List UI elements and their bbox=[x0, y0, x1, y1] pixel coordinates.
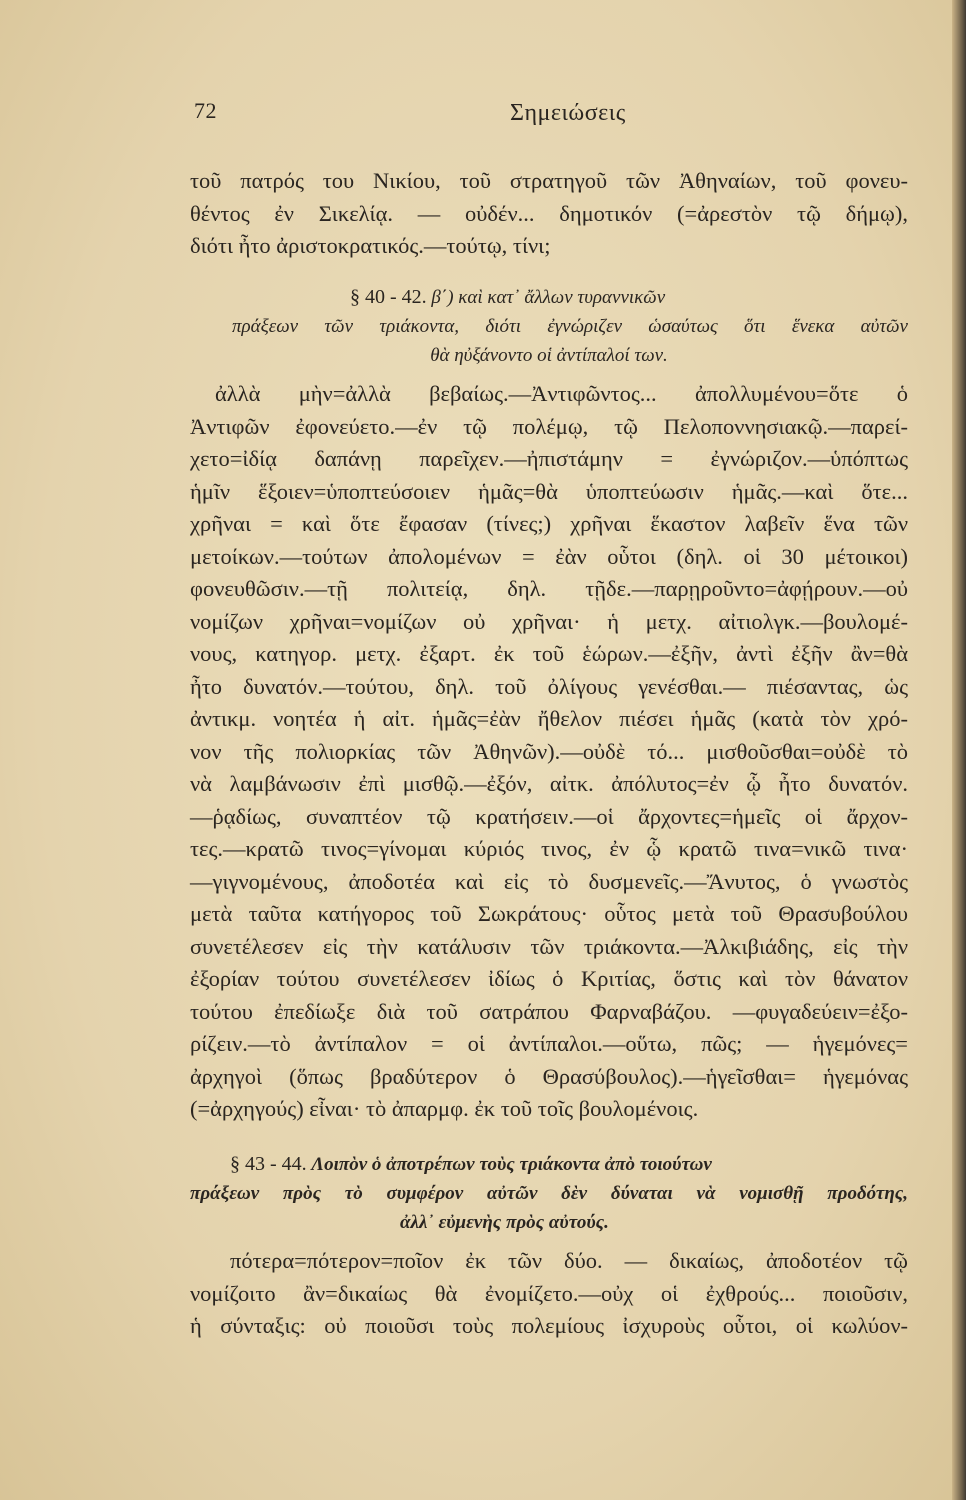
text-line: νον τῆς πολιορκίας τῶν Ἀθηνῶν).—οὐδὲ τό... μισθοῦσθαι=οὐδὲ τὸ bbox=[190, 738, 908, 764]
section-heading-line: πράξεων πρὸς τὸ συμφέρον αὐτῶν δὲν δύναται νὰ νομισθῇ προδότης, bbox=[190, 1183, 908, 1204]
section-heading-line: ἀλλ᾿ εὐμενὴς πρὸς αὐτούς. bbox=[400, 1212, 609, 1233]
page-number: 72 bbox=[194, 98, 217, 123]
text-line: —γιγνομένους, ἀποδοτέα καὶ εἰς τὸ δυσμενεῖς.—Ἄνυτος, ὁ γνωστὸς bbox=[190, 868, 908, 894]
text-line: ἡ σύνταξις: οὐ ποιοῦσι τοὺς πολεμίους ἰσχυροὺς οὗτοι, οἱ κωλύον- bbox=[190, 1313, 908, 1338]
paragraph-3 bbox=[190, 1245, 908, 1343]
text-line: θέντος ἐν Σικελίᾳ. — οὐδέν... δημοτικόν (=ἀρεστὸν τῷ δήμῳ), bbox=[190, 200, 908, 226]
text-line: χετο=ἰδίᾳ δαπάνῃ παρεῖχεν.—ἠπιστάμην = ἐγνώριζον.—ὑπόπτως bbox=[190, 446, 908, 471]
text-line: τες.—κρατῶ τινος=γίνομαι κύριός τινος, ἐν ᾧ κρατῶ τινα=νικῶ τινα· bbox=[190, 836, 908, 861]
text-line: πότερα=πότερον=ποῖον ἐκ τῶν δύο. — δικαίως, ἀποδοτέον τῷ bbox=[230, 1248, 908, 1273]
text-line: ρίζειν.—τὸ ἀντίπαλον = οἱ ἀντίπαλοι.—οὕτω, πῶς; — ἡγεμόνες= bbox=[190, 1031, 908, 1056]
section-heading-line bbox=[190, 283, 908, 312]
section-heading-40-42 bbox=[190, 283, 908, 370]
page-edge-shadow bbox=[952, 0, 966, 1500]
text-line: συνετέλεσεν εἰς τὴν κατάλυσιν τῶν τριάκοντα.—Ἀλκιβιάδης, εἰς τὴν bbox=[190, 933, 908, 959]
text-line: νομίζων χρῆναι=νομίζων οὐ χρῆναι· ἡ μετχ. αἰτιολγκ.—βουλομέ- bbox=[190, 608, 908, 634]
text-line: ἦτο δυνατόν.—τούτου, δηλ. τοῦ ὀλίγους γενέσθαι.— πιέσαντας, ὡς bbox=[190, 673, 908, 699]
section-heading-text: Λοιπὸν ὁ ἀποτρέπων τοὺς τριάκοντα ἀπὸ τοιούτων bbox=[311, 1154, 712, 1175]
text-line: —ῥᾳδίως, συναπτέον τῷ κρατήσειν.—οἱ ἄρχοντες=ἡμεῖς οἱ ἄρχον- bbox=[190, 803, 908, 829]
text-line: Ἀντιφῶν ἐφονεύετο.—ἐν τῷ πολέμῳ, τῷ Πελοποννησιακῷ.—παρεί- bbox=[190, 413, 908, 439]
section-number: § 43 - 44. bbox=[230, 1153, 307, 1175]
text-line: ἀρχηγοὶ (ὅπως βραδύτερον ὁ Θρασύβουλος).—ἡγεῖσθαι= ἡγεμόνας bbox=[190, 1063, 908, 1089]
text-line: φονευθῶσιν.—τῇ πολιτείᾳ, δηλ. τῇδε.—παρῃροῦντο=ἀφῄρουν.—οὐ bbox=[190, 576, 908, 601]
section-heading-43-44 bbox=[190, 1150, 908, 1237]
section-number: § 40 - 42. bbox=[350, 286, 427, 308]
text-line: ἀλλὰ μὴν=ἀλλὰ βεβαίως.—Ἀντιφῶντος... ἀπολλυμένου=ὅτε ὁ bbox=[215, 381, 908, 406]
running-title: Σημειώσεις bbox=[510, 100, 626, 126]
text-line: ἐξορίαν τούτου συνετέλεσεν ἰδίως ὁ Κριτίας, ὅστις καὶ τὸν θάνατον bbox=[190, 966, 908, 991]
text-line: (=ἀρχηγούς) εἶναι· τὸ ἀπαρμφ. ἐκ τοῦ τοῖς βουλομένοις. bbox=[190, 1096, 699, 1121]
section-heading-line: θὰ ηὐξάνοντο οἱ ἀντίπαλοί των. bbox=[430, 345, 668, 366]
text-line: τούτου ἐπεδίωξε διὰ τοῦ σατράπου Φαρναβάζου. —φυγαδεύειν=ἐξο- bbox=[190, 998, 908, 1024]
text-line: μετὰ ταῦτα κατήγορος τοῦ Σωκράτους· οὗτος μετὰ τοῦ Θρασυβούλου bbox=[190, 901, 908, 926]
section-heading-text: β΄) καὶ κατ᾿ ἄλλων τυραννικῶν bbox=[431, 287, 666, 308]
text-line: τοῦ πατρός του Νικίου, τοῦ στρατηγοῦ τῶν Ἀθηναίων, τοῦ φονευ- bbox=[190, 168, 908, 193]
text-line: νους, κατηγορ. μετχ. ἐξαρτ. ἐκ τοῦ ἑώρων.—ἐξῆν, ἀντὶ ἐξῆν ἂν=θὰ bbox=[190, 641, 908, 666]
text-line: μετοίκων.—τούτων ἀπολομένων = ἐὰν οὗτοι (δηλ. οἱ 30 μέτοικοι) bbox=[190, 543, 908, 569]
text-line: χρῆναι = καὶ ὅτε ἔφασαν (τίνες;) χρῆναι ἕκαστον λαβεῖν ἕνα τῶν bbox=[190, 511, 908, 536]
text-line: ἀντικμ. νοητέα ἡ αἰτ. ἡμᾶς=ἐὰν ἤθελον πιέσει ἡμᾶς (κατὰ τὸν χρό- bbox=[190, 706, 908, 731]
paragraph-2 bbox=[190, 378, 908, 1126]
text-line: διότι ἦτο ἀριστοκρατικός.—τούτῳ, τίνι; bbox=[190, 233, 551, 258]
page-header bbox=[0, 98, 966, 138]
section-heading-line: πράξεων τῶν τριάκοντα, διότι ἐγνώριζεν ὡσαύτως ὅτι ἕνεκα αὐτῶν bbox=[232, 316, 908, 337]
text-line: νομίζοιτο ἂν=δικαίως θὰ ἐνομίζετο.—οὐχ οἱ ἐχθρούς... ποιοῦσιν, bbox=[190, 1280, 908, 1306]
text-line: νὰ λαμβάνωσιν ἐπὶ μισθῷ.—ἐξόν, αἰτκ. ἀπόλυτος=ἐν ᾧ ἦτο δυνατόν. bbox=[190, 771, 908, 796]
text-line: ἡμῖν ἕξοιεν=ὑποπτεύσοιεν ἡμᾶς=θὰ ὑποπτεύωσιν ἡμᾶς.—καὶ ὅτε... bbox=[190, 478, 908, 504]
paragraph-1 bbox=[190, 165, 908, 263]
section-heading-line bbox=[190, 1150, 908, 1179]
